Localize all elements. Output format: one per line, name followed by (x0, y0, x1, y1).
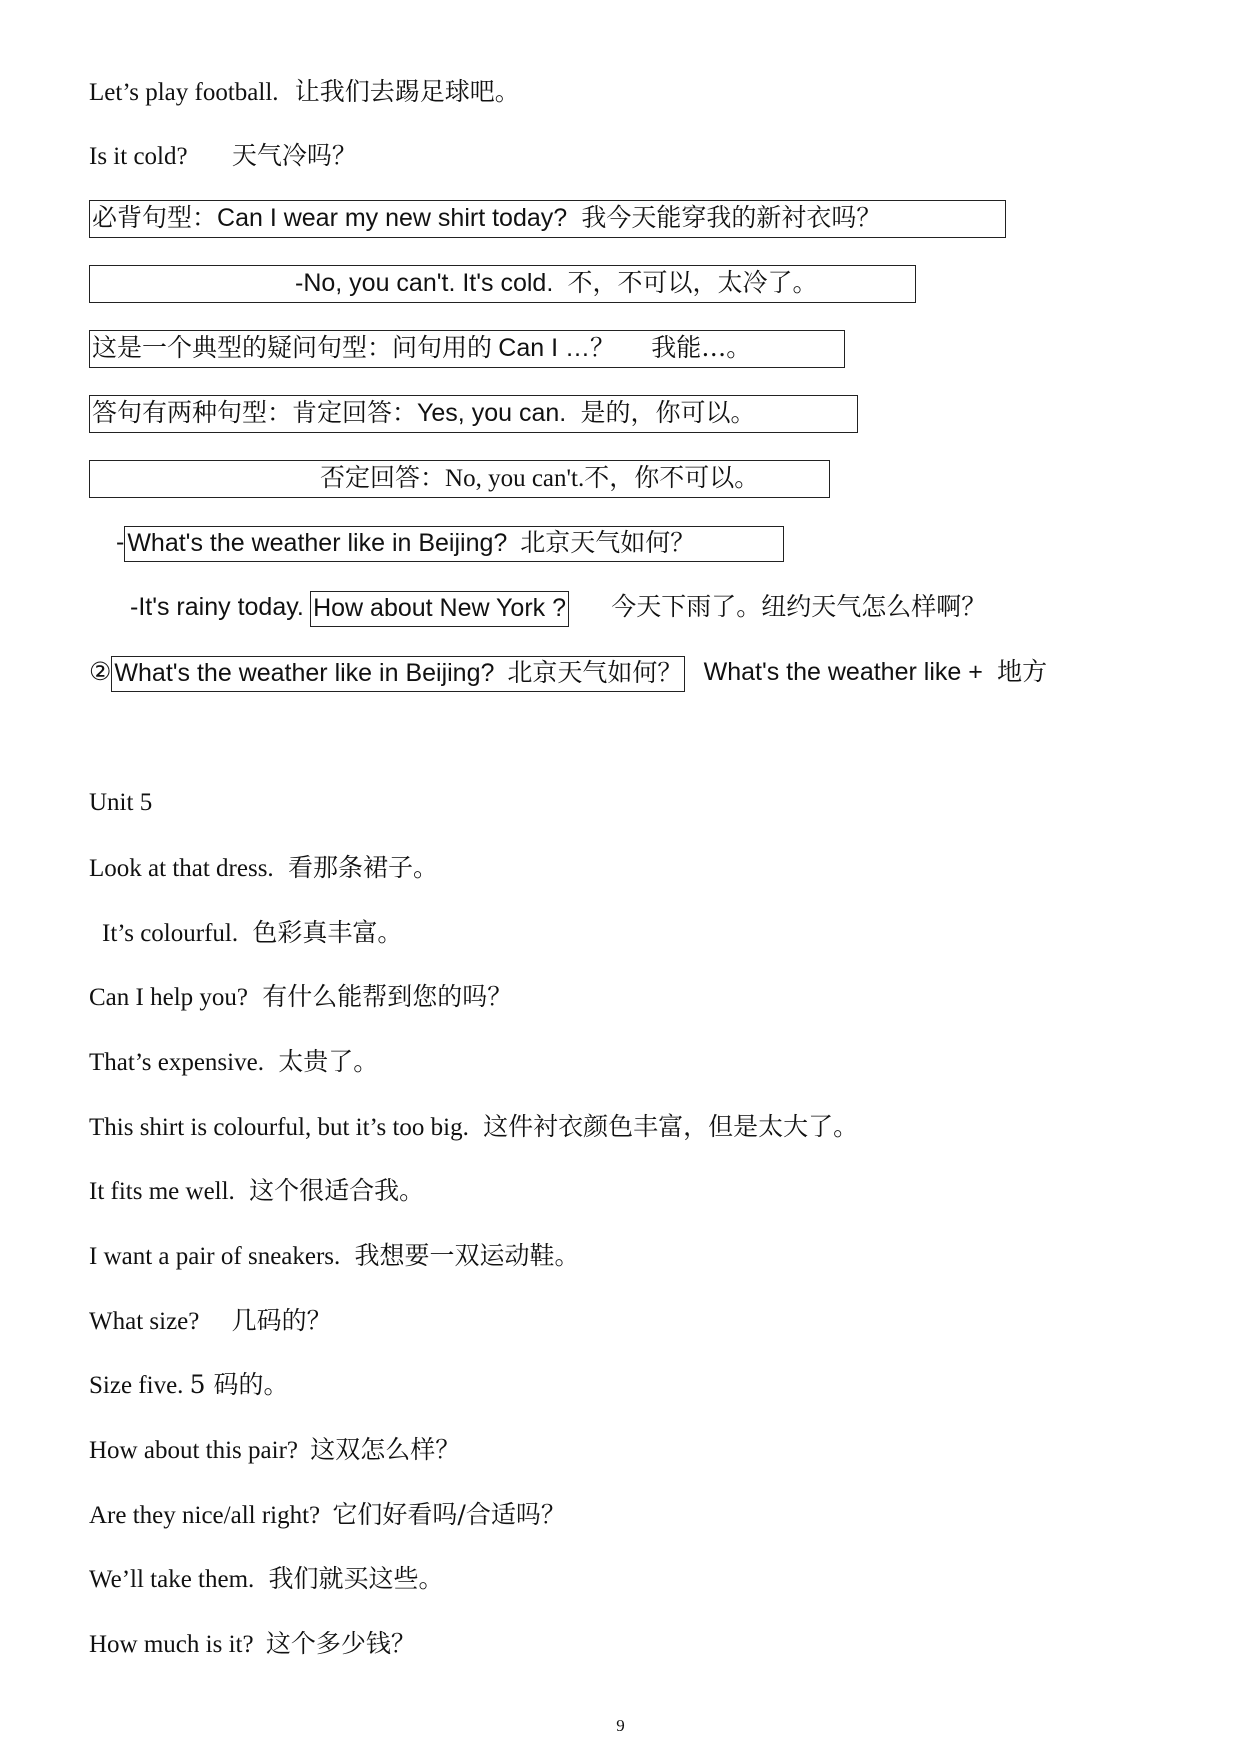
page-number: 9 (616, 1716, 625, 1735)
sentence-line (89, 1240, 580, 1273)
english-text: What's the weather like in Beijing? (114, 659, 495, 688)
sentence-line (89, 1305, 332, 1338)
english-text: -It's rainy today. (130, 593, 304, 621)
sentence-line (102, 917, 402, 950)
english-text: How much is it? (89, 1631, 254, 1658)
english-text: That’s expensive. (89, 1049, 264, 1076)
english-text: We’ll take them. (89, 1566, 255, 1593)
english-text: What size? (89, 1308, 200, 1335)
chinese-text: 是的，你可以。 (580, 398, 756, 427)
chinese-text: 我能…。 (651, 333, 752, 362)
negative-answer-box (89, 460, 830, 498)
dash: - (116, 528, 125, 556)
chinese-text: 今天下雨了。纽约天气怎么样啊？ (611, 592, 987, 621)
sentence-line (89, 1046, 378, 1079)
english-text: Can I …？ (498, 334, 615, 362)
chinese-text: 天气冷吗？ (231, 141, 357, 170)
chinese-text: 有什么能帮到您的吗？ (262, 982, 513, 1011)
chinese-text: 地方 (997, 657, 1048, 686)
sentence-line (89, 1628, 416, 1661)
english-text: I want a pair of sneakers. (89, 1243, 341, 1270)
english-text: Let’s play football. (89, 79, 279, 106)
english-text: Can I wear my new shirt today? (217, 204, 568, 232)
note-text: 答句有两种句型：肯定回答： (92, 398, 418, 427)
chinese-text: 色彩真丰富。 (252, 918, 403, 947)
weather-question-box (124, 526, 784, 562)
english-text: It fits me well. (89, 1178, 235, 1205)
chinese-text: 我想要一双运动鞋。 (354, 1241, 580, 1270)
question-pattern-box (89, 330, 845, 368)
sentence-line (89, 1175, 424, 1208)
pattern-text: What's the weather like + (703, 658, 983, 686)
english-text: Yes, you can. (417, 399, 567, 427)
positive-answer-box (89, 395, 858, 433)
sentence-line (89, 852, 438, 885)
note-text: 否定回答： (320, 463, 446, 492)
chinese-text: 我今天能穿我的新衬衣吗？ (581, 203, 882, 232)
english-text: This shirt is colourful, but it’s too big. (89, 1114, 469, 1141)
sentence-line (89, 76, 520, 109)
box-label: 必背句型： (92, 203, 218, 232)
english-text: Can I help you? (89, 984, 248, 1011)
english-text: What's the weather like in Beijing? (127, 529, 508, 558)
english-text: No, you can't. (445, 465, 585, 492)
chinese-text: 5 码的。 (189, 1370, 289, 1399)
how-about-box (310, 591, 569, 627)
sentence-line (89, 1111, 858, 1144)
weather-pattern-line (89, 656, 1047, 692)
circled-number: ② (89, 657, 112, 686)
english-text: It’s colourful. (102, 920, 239, 947)
chinese-text: 这个很适合我。 (249, 1176, 425, 1205)
weather-question-box (111, 656, 685, 692)
sentence-line (89, 1434, 460, 1467)
chinese-text: 几码的？ (231, 1306, 332, 1335)
chinese-text: 看那条裙子。 (287, 853, 438, 882)
chinese-text: 这件衬衣颜色丰富，但是太大了。 (483, 1112, 859, 1141)
sentence-line (89, 1563, 444, 1596)
english-text: How about New York ? (313, 594, 567, 623)
english-text: -No, you can't. It's cold. (295, 269, 554, 297)
chinese-text: 不，你不可以。 (584, 463, 760, 492)
english-text: Are they nice/all right? (89, 1502, 321, 1529)
note-text: 这是一个典型的疑问句型：问句用的 (92, 333, 493, 362)
chinese-text: 北京天气如何？ (520, 528, 696, 558)
chinese-text: 太贵了。 (278, 1047, 379, 1076)
sentence-line (89, 140, 357, 173)
weather-answer-line (130, 591, 986, 627)
english-text: Look at that dress. (89, 855, 274, 882)
chinese-text: 不，不可以，太冷了。 (567, 268, 818, 297)
answer-box (89, 265, 916, 303)
english-text: Size five. (89, 1372, 184, 1399)
english-text: Is it cold? (89, 143, 188, 170)
chinese-text: 我们就买这些。 (268, 1564, 444, 1593)
sentence-line (89, 1499, 566, 1532)
key-sentence-box (89, 200, 1006, 238)
chinese-text: 它们好看吗/合适吗？ (332, 1500, 566, 1529)
unit-title: Unit 5 (89, 789, 153, 816)
sentence-line (89, 1369, 289, 1402)
chinese-text: 这个多少钱？ (265, 1629, 416, 1658)
english-text: How about this pair? (89, 1437, 298, 1464)
sentence-line (89, 981, 512, 1014)
chinese-text: 让我们去踢足球吧。 (294, 77, 520, 106)
chinese-text: 这双怎么样？ (310, 1435, 461, 1464)
weather-question-line (116, 526, 784, 562)
chinese-text: 北京天气如何？ (507, 658, 683, 688)
